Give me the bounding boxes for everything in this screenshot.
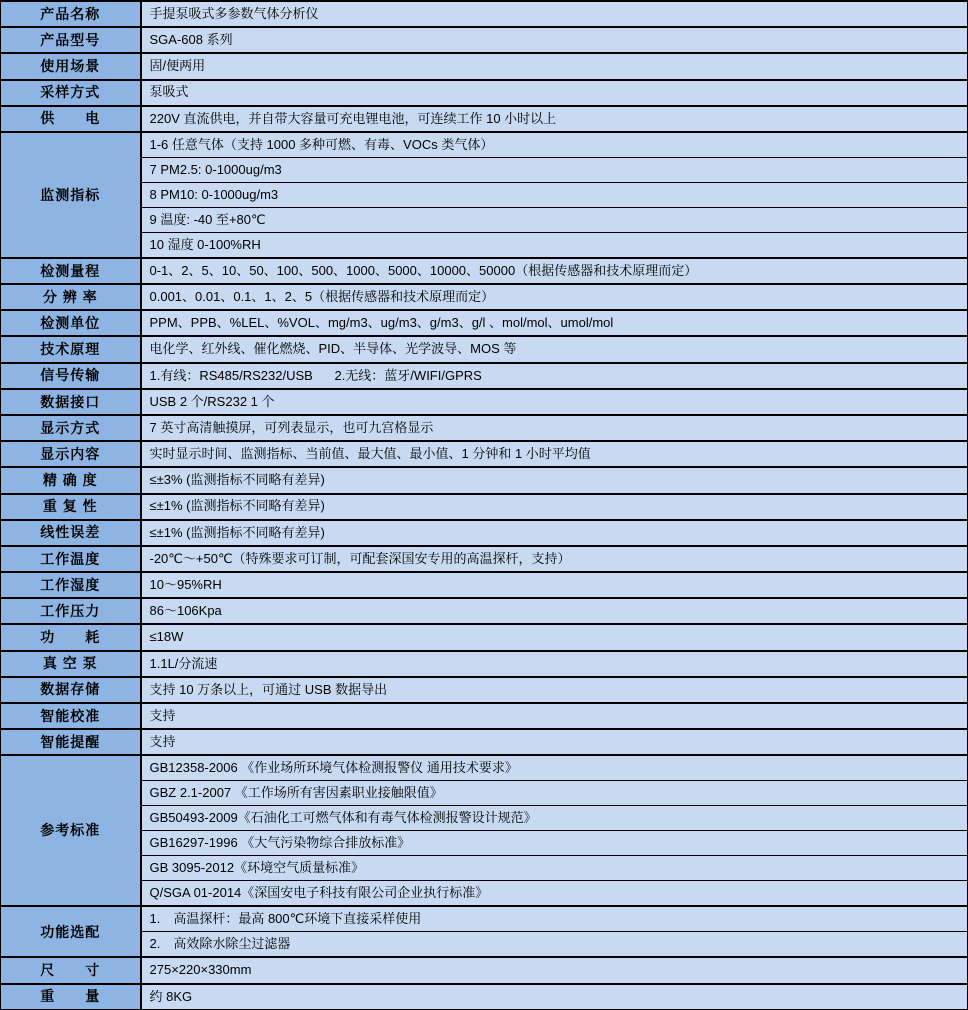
spec-value: 1.有线：RS485/RS232/USB 2.无线：蓝牙/WIFI/GPRS: [141, 363, 968, 389]
spec-row: [1, 336, 968, 362]
spec-row: [1, 984, 968, 1010]
spec-row: [1, 258, 968, 284]
spec-row: [1, 106, 968, 132]
spec-value: 0-1、2、5、10、50、100、500、1000、5000、10000、50000（根据传感器和技术原理而定）: [141, 258, 968, 284]
spec-value: 2. 高效除水除尘过滤器: [141, 932, 968, 958]
spec-row: [1, 932, 968, 958]
spec-table-body: [1, 1, 968, 1010]
spec-row: [1, 831, 968, 856]
spec-row: [1, 881, 968, 907]
spec-row: [1, 856, 968, 881]
spec-row: [1, 310, 968, 336]
spec-label: 数据存储: [1, 677, 141, 703]
spec-row: [1, 80, 968, 106]
spec-value: 支持: [141, 703, 968, 729]
spec-row: [1, 494, 968, 520]
spec-row: [1, 677, 968, 703]
spec-value: 泵吸式: [141, 80, 968, 106]
spec-value: 手提泵吸式多参数气体分析仪: [141, 1, 968, 27]
spec-value: 支持: [141, 729, 968, 755]
spec-label: 功 耗: [1, 624, 141, 650]
spec-value: 7 PM2.5: 0-1000ug/m3: [141, 157, 968, 182]
spec-label: 供 电: [1, 106, 141, 132]
spec-value: 220V 直流供电，并自带大容量可充电锂电池，可连续工作 10 小时以上: [141, 106, 968, 132]
spec-row: [1, 703, 968, 729]
spec-row: [1, 157, 968, 182]
spec-label: 监测指标: [1, 132, 141, 258]
spec-row: [1, 957, 968, 983]
spec-row: [1, 132, 968, 158]
spec-label: 真 空 泵: [1, 651, 141, 677]
spec-value: Q/SGA 01-2014《深国安电子科技有限公司企业执行标准》: [141, 881, 968, 907]
spec-value: USB 2 个/RS232 1 个: [141, 389, 968, 415]
spec-row: [1, 232, 968, 258]
spec-label: 检测单位: [1, 310, 141, 336]
spec-value: 1.1L/分流速: [141, 651, 968, 677]
spec-value: ≤±1% (监测指标不同略有差异): [141, 494, 968, 520]
spec-value: 8 PM10: 0-1000ug/m3: [141, 182, 968, 207]
spec-row: [1, 467, 968, 493]
spec-row: [1, 598, 968, 624]
spec-label: 工作温度: [1, 546, 141, 572]
spec-value: 支持 10 万条以上，可通过 USB 数据导出: [141, 677, 968, 703]
spec-row: [1, 755, 968, 781]
spec-value: 电化学、红外线、催化燃烧、PID、半导体、光学波导、MOS 等: [141, 336, 968, 362]
spec-row: [1, 781, 968, 806]
spec-value: GB16297-1996 《大气污染物综合排放标准》: [141, 831, 968, 856]
spec-row: [1, 546, 968, 572]
spec-label: 功能选配: [1, 906, 141, 957]
spec-row: [1, 27, 968, 53]
spec-value: ≤18W: [141, 624, 968, 650]
spec-value: 275×220×330mm: [141, 957, 968, 983]
spec-label: 技术原理: [1, 336, 141, 362]
spec-label: 采样方式: [1, 80, 141, 106]
spec-value: ≤±3% (监测指标不同略有差异): [141, 467, 968, 493]
spec-label: 重 量: [1, 984, 141, 1010]
spec-row: [1, 806, 968, 831]
spec-label: 信号传输: [1, 363, 141, 389]
spec-value: 10～95%RH: [141, 572, 968, 598]
spec-value: 10 湿度 0-100%RH: [141, 232, 968, 258]
spec-value: 约 8KG: [141, 984, 968, 1010]
spec-label: 产品名称: [1, 1, 141, 27]
spec-value: 0.001、0.01、0.1、1、2、5（根据传感器和技术原理而定）: [141, 284, 968, 310]
spec-row: [1, 53, 968, 79]
spec-value: ≤±1% (监测指标不同略有差异): [141, 520, 968, 546]
spec-label: 检测量程: [1, 258, 141, 284]
spec-label: 精 确 度: [1, 467, 141, 493]
spec-row: [1, 624, 968, 650]
spec-value: PPM、PPB、%LEL、%VOL、mg/m3、ug/m3、g/m3、g/l 、mol/mol、umol/mol: [141, 310, 968, 336]
spec-value: GB12358-2006 《作业场所环境气体检测报警仪 通用技术要求》: [141, 755, 968, 781]
spec-row: [1, 441, 968, 467]
spec-row: [1, 363, 968, 389]
spec-row: [1, 182, 968, 207]
spec-label: 智能校准: [1, 703, 141, 729]
spec-row: [1, 729, 968, 755]
spec-label: 智能提醒: [1, 729, 141, 755]
spec-label: 显示方式: [1, 415, 141, 441]
spec-label: 显示内容: [1, 441, 141, 467]
spec-value: 实时显示时间、监测指标、当前值、最大值、最小值、1 分钟和 1 小时平均值: [141, 441, 968, 467]
spec-label: 工作湿度: [1, 572, 141, 598]
spec-value: GB 3095-2012《环境空气质量标准》: [141, 856, 968, 881]
spec-label: 工作压力: [1, 598, 141, 624]
spec-row: [1, 389, 968, 415]
spec-row: [1, 651, 968, 677]
spec-row: [1, 284, 968, 310]
spec-label: 线性误差: [1, 520, 141, 546]
spec-label: 分 辨 率: [1, 284, 141, 310]
spec-label: 使用场景: [1, 53, 141, 79]
spec-value: 1-6 任意气体（支持 1000 多种可燃、有毒、VOCs 类气体）: [141, 132, 968, 158]
spec-value: SGA-608 系列: [141, 27, 968, 53]
spec-row: [1, 415, 968, 441]
spec-label: 数据接口: [1, 389, 141, 415]
spec-value: 7 英寸高清触摸屏，可列表显示，也可九宫格显示: [141, 415, 968, 441]
spec-value: GB50493-2009《石油化工可燃气体和有毒气体检测报警设计规范》: [141, 806, 968, 831]
spec-value: -20℃～+50℃（特殊要求可订制，可配套深国安专用的高温探杆，支持）: [141, 546, 968, 572]
spec-row: [1, 520, 968, 546]
spec-label: 重 复 性: [1, 494, 141, 520]
spec-value: GBZ 2.1-2007 《工作场所有害因素职业接触限值》: [141, 781, 968, 806]
spec-value: 1. 高温探杆：最高 800℃环境下直接采样使用: [141, 906, 968, 932]
spec-label: 参考标准: [1, 755, 141, 906]
spec-value: 固/便两用: [141, 53, 968, 79]
spec-value: 9 温度: -40 至+80℃: [141, 207, 968, 232]
spec-row: [1, 906, 968, 932]
spec-value: 86～106Kpa: [141, 598, 968, 624]
spec-label: 尺 寸: [1, 957, 141, 983]
spec-row: [1, 572, 968, 598]
spec-label: 产品型号: [1, 27, 141, 53]
spec-row: [1, 207, 968, 232]
spec-row: [1, 1, 968, 27]
